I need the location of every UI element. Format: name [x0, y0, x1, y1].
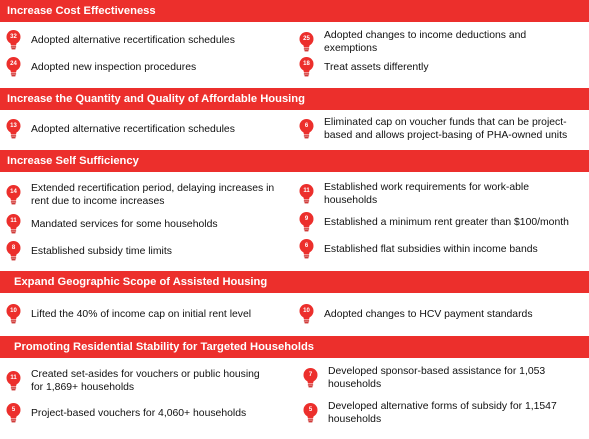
count-badge: 6	[304, 123, 309, 129]
item-text: Mandated services for some households	[31, 218, 218, 230]
item-text: Established flat subsidies within income bands	[324, 243, 538, 255]
item-text: Treat assets differently	[324, 61, 429, 73]
list-item	[299, 56, 584, 78]
item-text: Adopted alternative recertification schedules	[31, 34, 235, 46]
count-badge: 13	[10, 123, 17, 129]
lightbulb-icon	[6, 403, 21, 423]
count-badge: 8	[11, 245, 16, 251]
item-text: Established work requirements for work-able households	[324, 182, 530, 206]
count-badge: 10	[10, 308, 17, 314]
count-badge: 11	[10, 218, 17, 224]
lightbulb-icon	[6, 241, 21, 261]
section-banner-affordable-housing	[0, 88, 589, 110]
count-badge: 25	[303, 36, 310, 42]
section-banner-cost-effectiveness	[0, 0, 589, 22]
section-title: Promoting Residential Stability for Targeted Households	[14, 341, 315, 353]
item-text: Developed sponsor-based assistance for 1,053 households	[328, 366, 546, 390]
lightbulb-icon	[299, 184, 314, 204]
list-item	[299, 211, 584, 233]
item-text: Extended recertification period, delaying increases in rent due to income increases	[31, 183, 275, 207]
list-item	[6, 303, 291, 325]
list-item	[299, 238, 584, 260]
count-badge: 9	[304, 216, 309, 222]
lightbulb-icon	[303, 403, 318, 423]
lightbulb-icon	[299, 212, 314, 232]
section-banner-self-sufficiency	[0, 150, 589, 172]
section-title: Increase the Quantity and Quality of Affordable Housing	[7, 93, 305, 105]
list-item	[299, 181, 584, 207]
lightbulb-icon	[299, 32, 314, 52]
count-badge: 32	[10, 34, 17, 40]
list-item	[6, 56, 286, 78]
lightbulb-icon	[6, 185, 21, 205]
count-badge: 14	[10, 189, 17, 195]
item-text: Adopted new inspection procedures	[31, 61, 197, 73]
list-item	[303, 365, 585, 391]
list-item	[6, 118, 286, 140]
lightbulb-icon	[299, 57, 314, 77]
count-badge: 6	[304, 243, 309, 249]
count-badge: 11	[10, 375, 17, 381]
list-item	[6, 29, 286, 51]
item-text: Adopted alternative recertification schedules	[31, 123, 235, 135]
section-banner-geographic-scope	[0, 271, 589, 293]
lightbulb-icon	[6, 30, 21, 50]
list-item	[6, 213, 291, 235]
list-item	[299, 29, 584, 55]
lightbulb-icon	[299, 119, 314, 139]
item-text: Project-based vouchers for 4,060+ households	[31, 407, 247, 419]
item-text: Established subsidy time limits	[31, 245, 172, 257]
item-text: Established a minimum rent greater than $100/month	[324, 216, 569, 228]
lightbulb-icon	[6, 371, 21, 391]
list-item	[303, 400, 585, 426]
lightbulb-icon	[6, 214, 21, 234]
list-item	[6, 402, 291, 424]
section-banner-residential-stability	[0, 336, 589, 358]
count-badge: 7	[308, 372, 313, 378]
count-badge: 11	[303, 188, 310, 194]
list-item	[6, 368, 291, 394]
list-item	[6, 182, 291, 208]
lightbulb-icon	[299, 304, 314, 324]
lightbulb-icon	[303, 368, 318, 388]
item-text: Adopted changes to HCV payment standards	[324, 308, 533, 320]
lightbulb-icon	[299, 239, 314, 259]
lightbulb-icon	[6, 119, 21, 139]
section-title: Expand Geographic Scope of Assisted Housing	[14, 276, 268, 288]
count-badge: 10	[303, 308, 310, 314]
item-text: Developed alternative forms of subsidy for 1,1547 households	[328, 401, 557, 425]
section-title: Increase Self Sufficiency	[7, 155, 139, 167]
count-badge: 24	[10, 61, 17, 67]
count-badge: 5	[308, 407, 313, 413]
section-title: Increase Cost Effectiveness	[7, 5, 156, 17]
count-badge: 18	[303, 61, 310, 67]
list-item	[299, 116, 584, 142]
item-text: Adopted changes to income deductions and exemptions	[324, 30, 527, 54]
lightbulb-icon	[6, 57, 21, 77]
count-badge: 5	[11, 407, 16, 413]
list-item	[6, 240, 291, 262]
item-text: Lifted the 40% of income cap on initial rent level	[31, 308, 252, 320]
list-item	[299, 303, 584, 325]
item-text: Created set-asides for vouchers or public housing for 1,869+ households	[31, 369, 260, 393]
lightbulb-icon	[6, 304, 21, 324]
item-text: Eliminated cap on voucher funds that can be project- based and allows project-basing of PHA-owned units	[324, 117, 568, 141]
